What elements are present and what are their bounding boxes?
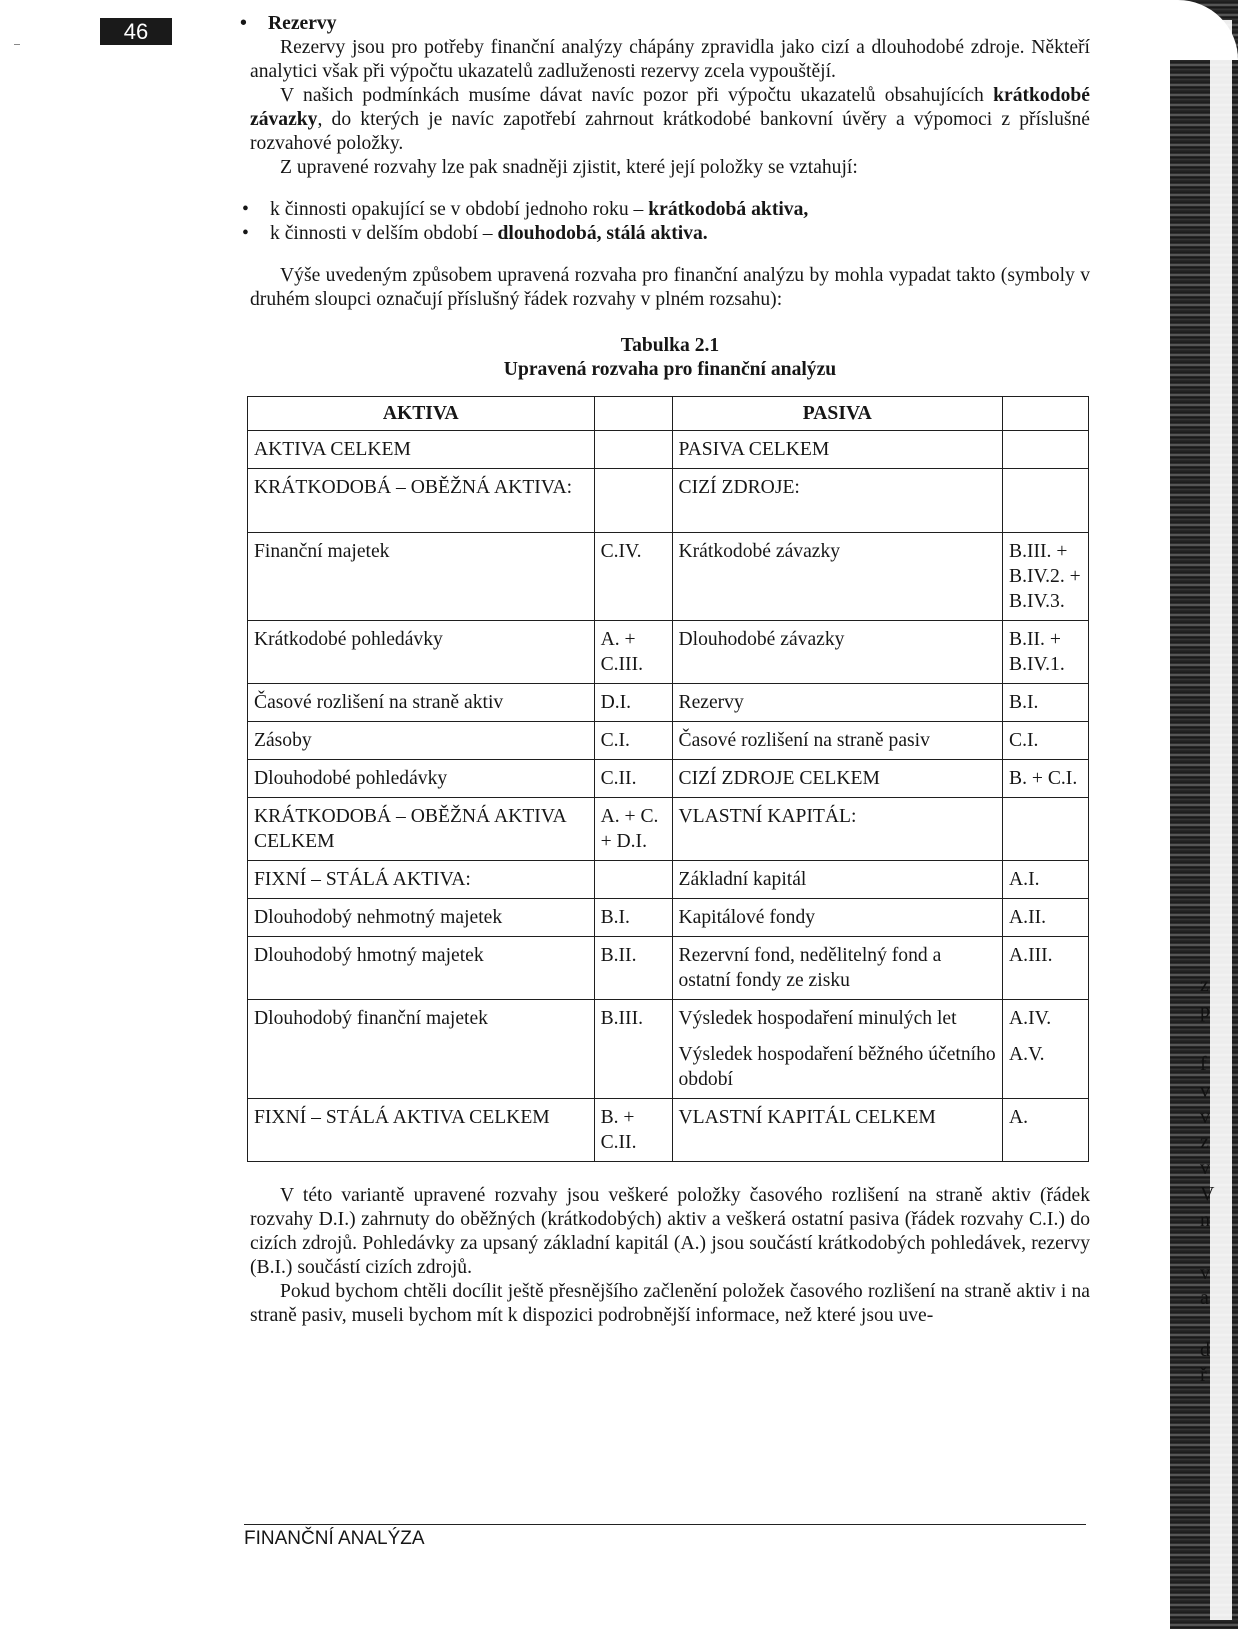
aktiva-item: KRÁTKODOBÁ – OBĚŽNÁ AKTIVA: [248,469,595,533]
heading-text: Rezervy [268,13,337,34]
pasiva-item: Časové rozlišení na straně pasiv [672,722,1003,760]
paragraph: Pokud bychom chtěli docílit ještě přesnějšího začlenění položek časového rozlišení na straně aktiv i na straně pasiv, museli bychom mít k dispozici podrobnější informace, než které jsou uve- [250,1281,1090,1326]
table-row [248,1099,1089,1162]
pasiva-subcode: A.IV. [1009,1008,1052,1029]
aktiva-item: Zásoby [248,722,595,760]
text: k činnosti opakující se v období jednoho roku – [270,199,649,220]
pasiva-code: A.II. [1003,899,1089,937]
bullet-icon: • [240,13,247,34]
aktiva-code: B. + C.II. [594,1099,672,1162]
list-item [242,222,1090,246]
aktiva-code [594,861,672,899]
aktiva-item: Finanční majetek [248,533,595,621]
paragraph: Výše uvedeným způsobem upravená rozvaha pro finanční analýzu by mohla vypadat takto (symboly v druhém sloupci označují příslušný řádek rozvahy v plném rozsahu): [250,265,1090,310]
table-row [248,722,1089,760]
aktiva-code: C.I. [594,722,672,760]
bold-text: krátkodobá aktiva, [648,199,809,220]
header-empty [1003,397,1089,431]
table-caption-number: Tabulka 2.1 [620,335,720,356]
pasiva-item: CIZÍ ZDROJE CELKEM [672,760,1003,798]
pasiva-item: VLASTNÍ KAPITÁL CELKEM [672,1099,1003,1162]
aktiva-code [594,431,672,469]
paragraph: V této variantě upravené rozvahy jsou veškeré položky časového rozlišení na straně aktiv (řádek rozvahy D.I.) zahrnuty do oběžných (krátkodobých) aktiv a veškerá ostatní pasiva (řádek rozvahy C.I.) do cizích zdrojů. Pohledávky za upsaný základní kapitál (A.) jsou součástí krátkodobých pohledávek, rezervy (B.I.) součástí cizích zdrojů. [250,1185,1090,1278]
pasiva-code: B.III. + B.IV.2. + B.IV.3. [1003,533,1089,621]
aktiva-item: FIXNÍ – STÁLÁ AKTIVA CELKEM [248,1099,595,1162]
pasiva-subitem: Výsledek hospodaření běžného účetního období [678,1044,996,1090]
running-footer: FINANČNÍ ANALÝZA [244,1528,425,1549]
edge-letter: v [1200,1080,1210,1102]
aktiva-code [594,469,672,533]
edge-letter: v [1200,1157,1210,1179]
pasiva-subcode: A.V. [1009,1044,1045,1065]
edge-letter: v [1200,1262,1210,1284]
aktiva-item: Dlouhodobé pohledávky [248,760,595,798]
edge-letter: n [1200,1209,1210,1231]
pasiva-item: Dlouhodobé závazky [672,621,1003,684]
table-row [248,431,1089,469]
table-row [248,937,1089,1000]
table-row [248,899,1089,937]
edge-letter: p [1200,1000,1210,1022]
pasiva-code: B. + C.I. [1003,760,1089,798]
paragraph: Z upravené rozvahy lze pak snadněji zjistit, které její položky se vztahují: [280,157,858,178]
pasiva-code: A.III. [1003,937,1089,1000]
aktiva-item: Krátkodobé pohledávky [248,621,595,684]
page-content [240,12,1090,1328]
aktiva-code: A. + C.III. [594,621,672,684]
table-row [248,760,1089,798]
edge-letter: v [1200,1106,1210,1128]
paragraph [250,84,1090,156]
table-row [248,684,1089,722]
pasiva-item: Krátkodobé závazky [672,533,1003,621]
table-row [248,861,1089,899]
edge-letter: z [1200,1131,1209,1153]
edge-letter: V [1200,1183,1215,1205]
pasiva-item: Rezervy [672,684,1003,722]
aktiva-code: B.III. [594,1000,672,1099]
aktiva-item: FIXNÍ – STÁLÁ AKTIVA: [248,861,595,899]
header-pasiva: PASIVA [672,397,1003,431]
bold-text: dlouhodobá, stálá aktiva. [497,223,708,244]
table-row [248,469,1089,533]
pasiva-item: Rezervní fond, nedělitelný fond a ostatní fondy ze zisku [672,937,1003,1000]
table-row [248,798,1089,861]
section-heading [240,12,1080,36]
scan-mark [14,44,20,45]
pasiva-item: CIZÍ ZDROJE: [672,469,1003,533]
aktiva-code: A. + C. + D.I. [594,798,672,861]
edge-letter: ř [1200,1364,1207,1386]
pasiva-code [1003,431,1089,469]
table-header-row [248,397,1089,431]
pasiva-code [1003,1000,1089,1099]
pasiva-code [1003,798,1089,861]
aktiva-item: Dlouhodobý nehmotný majetek [248,899,595,937]
aktiva-item: AKTIVA CELKEM [248,431,595,469]
page-number: 46 [100,18,172,45]
table-row [248,1000,1089,1099]
text: , do kterých je navíc zapotřebí zahrnout krátkodobé bankovní úvěry a výpomoci z příslušné rozvahové položky. [250,109,1090,154]
aktiva-item: Dlouhodobý finanční majetek [248,1000,595,1099]
edge-letter: f [1200,1053,1207,1075]
pasiva-subitem: Výsledek hospodaření minulých let [678,1008,957,1029]
bullet-icon: • [242,199,249,220]
aktiva-item: Dlouhodobý hmotný majetek [248,937,595,1000]
pasiva-code: C.I. [1003,722,1089,760]
aktiva-code: C.II. [594,760,672,798]
list-item [242,198,1090,222]
pasiva-item: Základní kapitál [672,861,1003,899]
pasiva-code: B.II. + B.IV.1. [1003,621,1089,684]
header-aktiva: AKTIVA [248,397,595,431]
text: V našich podmínkách musíme dávat navíc pozor při výpočtu ukazatelů obsahujících [280,85,994,106]
pasiva-item [672,1000,1003,1099]
pasiva-code: A. [1003,1099,1089,1162]
bullet-list [242,198,1090,246]
edge-letter: d [1200,1339,1210,1361]
edge-letter: a [1200,1287,1209,1309]
table-row [248,533,1089,621]
paragraph: Rezervy jsou pro potřeby finanční analýzy chápány zpravidla jako cizí a dlouhodobé zdroje. Někteří analytici však při výpočtu ukazatelů zadluženosti rezervy zcela vypouštějí. [250,37,1090,82]
balance-sheet-table [247,396,1089,1162]
header-empty [594,397,672,431]
pasiva-code [1003,469,1089,533]
aktiva-code: D.I. [594,684,672,722]
aktiva-code: C.IV. [594,533,672,621]
aktiva-item: KRÁTKODOBÁ – OBĚŽNÁ AKTIVA CELKEM [248,798,595,861]
pasiva-item: VLASTNÍ KAPITÁL: [672,798,1003,861]
edge-letter: z [1200,974,1209,996]
aktiva-code: B.I. [594,899,672,937]
text: k činnosti v delším období – [270,223,498,244]
table-caption-title: Upravená rozvaha pro finanční analýzu [503,359,837,380]
bold-text: krátkodobé závazky [250,85,1090,130]
bullet-icon: • [242,223,249,244]
table-row [248,621,1089,684]
pasiva-code: B.I. [1003,684,1089,722]
pasiva-code: A.I. [1003,861,1089,899]
pasiva-item: Kapitálové fondy [672,899,1003,937]
pasiva-item: PASIVA CELKEM [672,431,1003,469]
aktiva-item: Časové rozlišení na straně aktiv [248,684,595,722]
aktiva-code: B.II. [594,937,672,1000]
adjacent-page-edge [1200,0,1230,1629]
footer-rule [244,1524,1086,1525]
